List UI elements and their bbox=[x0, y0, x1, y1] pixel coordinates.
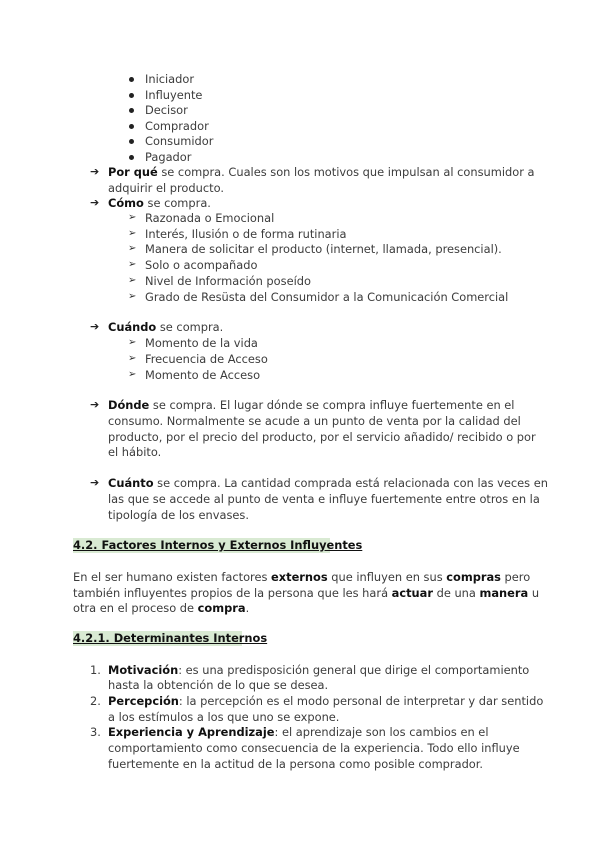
triangle-bullet-icon: ➢ bbox=[128, 259, 137, 270]
determinante-text: : la percepción es el modo personal de interpretar y dar sentido bbox=[178, 694, 544, 708]
como-line bbox=[108, 195, 211, 211]
arrow-icon: ➔ bbox=[90, 196, 100, 209]
donde-line-3: producto, por el precio del producto, por el servicio añadido/ recibido o por bbox=[108, 430, 536, 444]
por-que-line-2: adquirir el producto. bbox=[108, 181, 224, 195]
por-que-text: se compra. Cuales son los motivos que impulsan al consumidor a bbox=[157, 165, 535, 179]
como-item: Razonada o Emocional bbox=[145, 211, 275, 225]
cuando-text: se compra. bbox=[156, 320, 224, 334]
determinante-term: Motivación bbox=[108, 663, 179, 677]
triangle-bullet-icon: ➢ bbox=[128, 291, 137, 302]
cuando-item: Momento de Acceso bbox=[145, 368, 261, 382]
section-heading-4-2-text: 4.2. Factores Internos y Externos Influyentes bbox=[73, 538, 363, 552]
para-bold: externos bbox=[271, 570, 328, 584]
cuanto-term: Cuánto bbox=[108, 476, 154, 490]
determinante-line-2: a los estímulos a los que uno se expone. bbox=[108, 710, 340, 724]
triangle-bullet-icon: ➢ bbox=[128, 243, 137, 254]
como-item: Solo o acompañado bbox=[145, 258, 258, 272]
determinante-line bbox=[108, 662, 529, 678]
bullet-icon bbox=[129, 108, 134, 113]
para-text: otra en el proceso de bbox=[73, 601, 198, 615]
para-text: u bbox=[528, 586, 540, 600]
determinante-line-3: fuertemente en la actitud de la persona como posible comprador. bbox=[108, 757, 484, 771]
role-item: Comprador bbox=[145, 119, 209, 133]
para-text: En el ser humano existen factores bbox=[73, 570, 272, 584]
bullet-icon bbox=[129, 155, 134, 160]
bullet-icon bbox=[129, 139, 134, 144]
cuanto-text: se compra. La cantidad comprada está relacionada con las veces en bbox=[153, 476, 548, 490]
determinante-line bbox=[108, 724, 488, 740]
para-text: también influyentes propios de la persona que les hará bbox=[73, 586, 392, 600]
determinante-line bbox=[108, 693, 543, 709]
cuanto-line-3: tipología de los envases. bbox=[108, 508, 249, 522]
role-item: Iniciador bbox=[145, 72, 195, 86]
triangle-bullet-icon: ➢ bbox=[128, 212, 137, 223]
triangle-bullet-icon: ➢ bbox=[128, 353, 137, 364]
paragraph-4-2-line-1 bbox=[73, 569, 530, 585]
para-text: pero bbox=[500, 570, 531, 584]
donde-text: se compra. El lugar dónde se compra influye fuertemente en el bbox=[149, 398, 515, 412]
arrow-icon: ➔ bbox=[90, 398, 100, 411]
determinante-term: Percepción bbox=[108, 694, 179, 708]
para-text: . bbox=[245, 601, 250, 615]
bullet-icon bbox=[129, 124, 134, 129]
bullet-icon bbox=[129, 77, 134, 82]
como-item: Manera de solicitar el producto (internet, llamada, presencial). bbox=[145, 242, 502, 256]
para-bold: manera bbox=[479, 586, 529, 600]
section-heading-4-2-1 bbox=[73, 631, 268, 646]
cuando-item: Frecuencia de Acceso bbox=[145, 352, 268, 366]
arrow-icon: ➔ bbox=[90, 165, 100, 178]
list-number: 1. bbox=[90, 663, 101, 677]
donde-line-4: el hábito. bbox=[108, 445, 162, 459]
como-item: Interés, Ilusión o de forma rutinaria bbox=[145, 227, 347, 241]
por-que-term: Por qué bbox=[108, 165, 158, 179]
paragraph-4-2-line-2 bbox=[73, 585, 539, 601]
role-item: Consumidor bbox=[145, 134, 214, 148]
bullet-icon bbox=[129, 93, 134, 98]
triangle-bullet-icon: ➢ bbox=[128, 369, 137, 380]
list-number: 3. bbox=[90, 725, 101, 739]
cuando-term: Cuándo bbox=[108, 320, 157, 334]
para-bold: compra bbox=[197, 601, 246, 615]
triangle-bullet-icon: ➢ bbox=[128, 275, 137, 286]
como-term: Cómo bbox=[108, 196, 144, 210]
por-que-line bbox=[108, 164, 535, 180]
cuando-item: Momento de la vida bbox=[145, 336, 258, 350]
donde-line-2: consumo. Normalmente se acude a un punto de venta por la calidad del bbox=[108, 414, 521, 428]
para-bold: actuar bbox=[391, 586, 433, 600]
section-heading-4-2 bbox=[73, 538, 363, 553]
section-heading-4-2-1-text: 4.2.1. Determinantes Internos bbox=[73, 631, 268, 645]
como-item: Nivel de Información poseído bbox=[145, 274, 311, 288]
determinante-line-2: comportamiento como consecuencia de la experiencia. Todo ello influye bbox=[108, 741, 520, 755]
para-bold: compras bbox=[446, 570, 501, 584]
cuando-line bbox=[108, 319, 223, 335]
para-text: de una bbox=[432, 586, 480, 600]
para-text: que influyen en sus bbox=[327, 570, 447, 584]
cuanto-line-2: las que se accede al punto de venta e influye fuertemente entre otros en la bbox=[108, 492, 540, 506]
list-number: 2. bbox=[90, 694, 101, 708]
triangle-bullet-icon: ➢ bbox=[128, 228, 137, 239]
como-item: Grado de Resüsta del Consumidor a la Comunicación Comercial bbox=[145, 290, 509, 304]
role-item: Decisor bbox=[145, 103, 188, 117]
determinante-line-2: hasta la obtención de lo que se desea. bbox=[108, 678, 329, 692]
como-text: se compra. bbox=[143, 196, 211, 210]
cuanto-line bbox=[108, 475, 548, 491]
determinante-text: : el aprendizaje son los cambios en el bbox=[274, 725, 489, 739]
determinante-text: : es una predisposición general que dirige el comportamiento bbox=[178, 663, 530, 677]
role-item: Pagador bbox=[145, 150, 192, 164]
donde-line bbox=[108, 397, 514, 413]
arrow-icon: ➔ bbox=[90, 320, 100, 333]
determinante-term: Experiencia y Aprendizaje bbox=[108, 725, 275, 739]
role-item: Influyente bbox=[145, 88, 203, 102]
arrow-icon: ➔ bbox=[90, 476, 100, 489]
paragraph-4-2-line-3 bbox=[73, 600, 249, 616]
donde-term: Dónde bbox=[108, 398, 150, 412]
triangle-bullet-icon: ➢ bbox=[128, 337, 137, 348]
